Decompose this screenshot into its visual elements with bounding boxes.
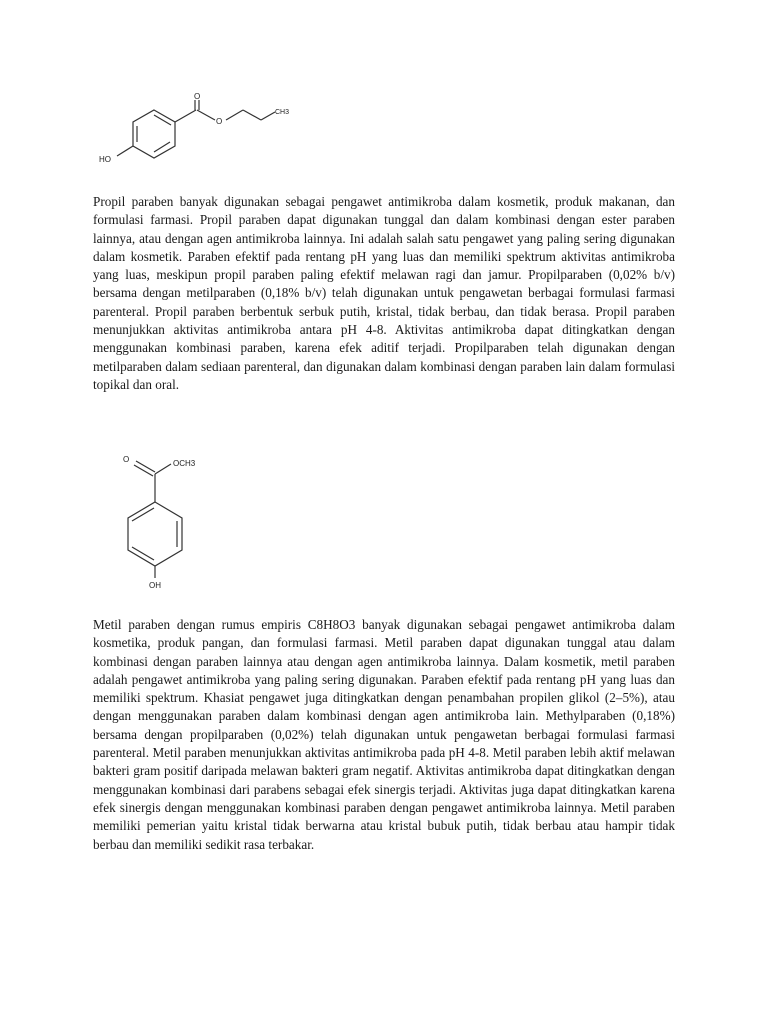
methoxy-label: OCH3 <box>173 459 196 468</box>
hydroxyl-label: HO <box>99 155 111 164</box>
hydroxyl-label: OH <box>149 581 161 590</box>
ester-oxygen-label: O <box>216 117 223 126</box>
propylparaben-structure <box>95 92 295 172</box>
methyl-label: CH3 <box>275 109 290 116</box>
propylparaben-structure-drawing <box>95 92 295 172</box>
carbonyl-oxygen-label: O <box>194 92 201 101</box>
methylparaben-paragraph: Metil paraben dengan rumus empiris C8H8O3 banyak digunakan sebagai pengawet antimikroba dalam kosmetika, produk pangan, dan formulasi farmasi. Metil paraben dapat digunakan tunggal atau dalam kombinasi dengan paraben lainnya atau dengan agen antimikroba lainnya. Dalam kosmetik, metil paraben adalah pengawet antimikroba yang paling sering digunakan. Paraben efektif pada rentang pH yang luas dan memiliki spektrum. Khasiat pengawet juga ditingkatkan dengan penambahan propilen glikol (2–5%), atau dengan menggunakan paraben dalam kombinasi dengan agen antimikroba lain. Methylparaben (0,18%) bersama dengan propilparaben (0,02%) telah digunakan untuk pengawetan berbagai formulasi farmasi parenteral. Metil paraben menunjukkan aktivitas antimikroba pada pH 4-8. Metil paraben lebih aktif melawan bakteri gram positif daripada melawan bakteri gram negatif. Aktivitas antimikroba dapat ditingkatkan dengan menggunakan kombinasi dari parabens sebagai efek sinergis terjadi. Aktivitas juga dapat ditingkatkan karena efek sinergis dengan menggunakan kombinasi paraben dengan pengawet antimikroba lainnya. Metil paraben memiliki pemerian yaitu kristal tidak berwarna atau kristal bubuk putih, tidak berbau atau hampir tidak berbau dan memiliki sedikit rasa terbakar. <box>93 617 675 852</box>
methylparaben-structure <box>95 448 225 590</box>
methylparaben-structure-drawing <box>95 448 225 590</box>
carbonyl-oxygen-label: O <box>123 455 130 464</box>
propylparaben-paragraph: Propil paraben banyak digunakan sebagai pengawet antimikroba dalam kosmetik, produk makanan, dan formulasi farmasi. Propil paraben dapat digunakan tunggal dan dalam kombinasi dengan ester paraben lainnya, atau dengan agen antimikroba lainnya. Ini adalah salah satu pengawet yang paling sering digunakan dalam kosmetik. Paraben efektif pada rentang pH yang luas dan memiliki spektrum aktivitas antimikroba yang luas, meskipun propil paraben paling efektif melawan ragi dan jamur. Propilparaben (0,02% b/v) bersama dengan metilparaben (0,18% b/v) telah digunakan untuk pengawetan berbagai formulasi farmasi parenteral. Propil paraben berbentuk serbuk putih, kristal, tidak berbau, dan tidak berasa. Propil paraben menunjukkan aktivitas antimikroba antara pH 4-8. Aktivitas antimikroba dapat ditingkatkan dengan menggunakan kombinasi paraben, karena efek aditif terjadi. Propilparaben telah digunakan dengan metilparaben dalam sediaan parenteral, dan digunakan dalam kombinasi dengan paraben lain dalam formulasi topikal dan oral. <box>93 194 675 392</box>
